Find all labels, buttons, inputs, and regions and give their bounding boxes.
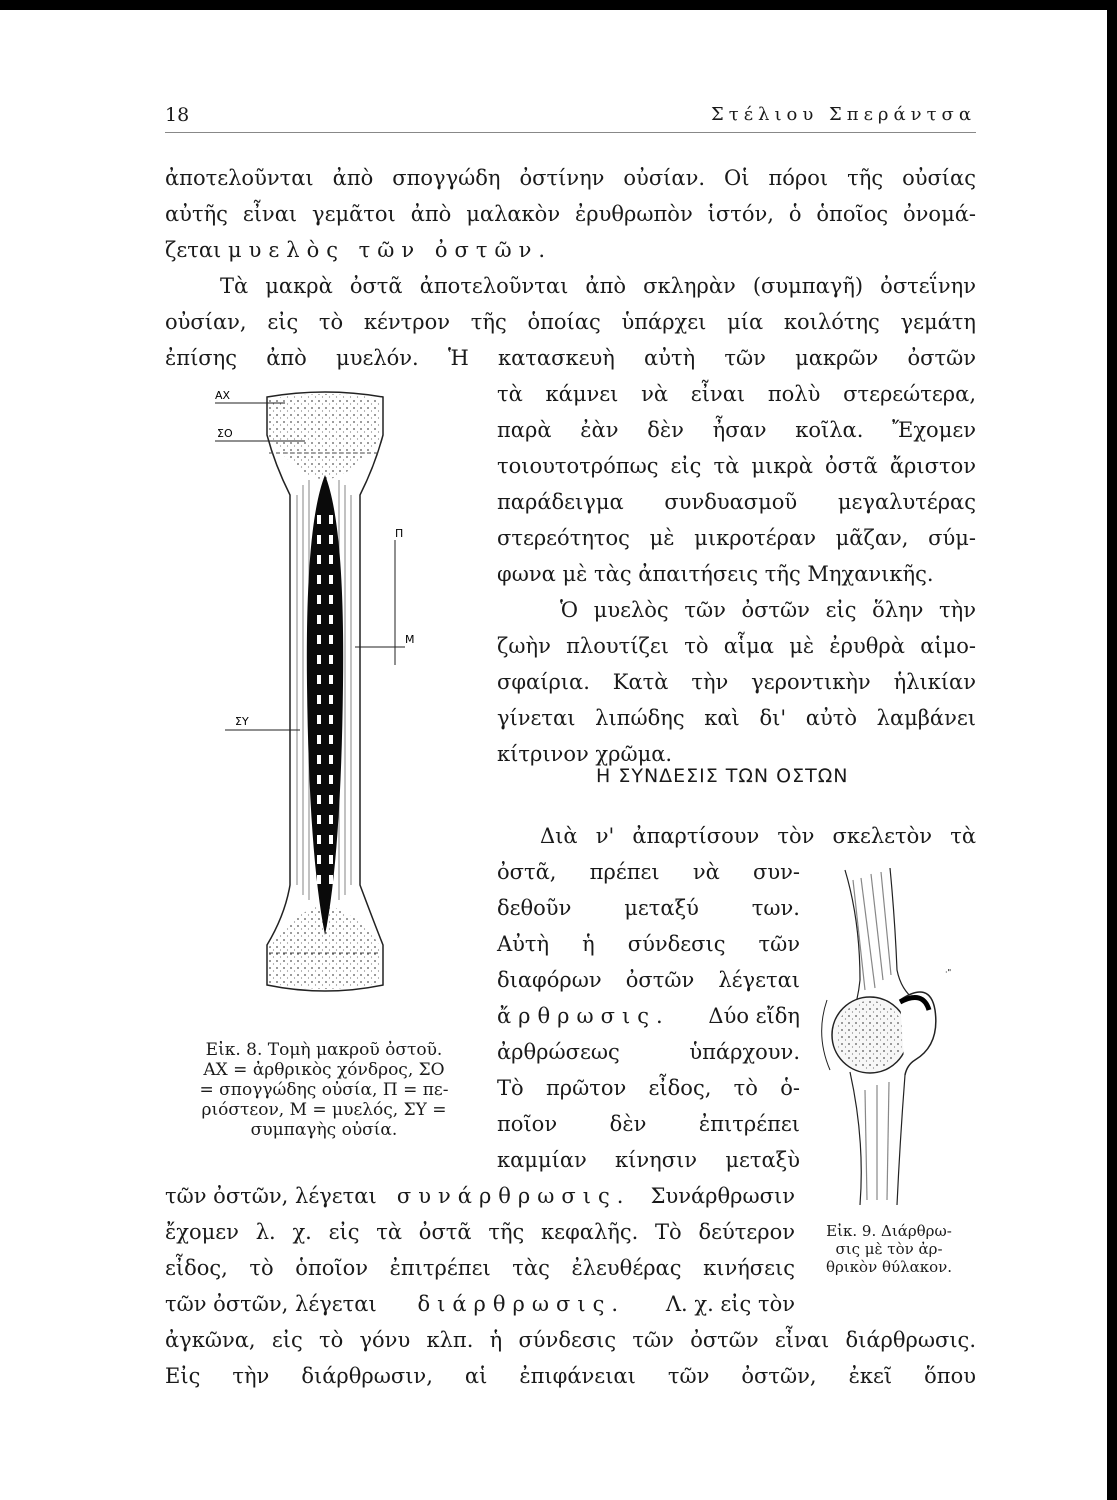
label-p: Π — [395, 527, 404, 540]
text-line: γίνεται λιπώδης καὶ δι' αὐτὸ λαμβάνει — [497, 706, 976, 730]
label-m: Μ — [405, 633, 415, 646]
header-rule — [165, 132, 976, 133]
text-line: Αὐτὴ ἡ σύνδεσις τῶν — [497, 932, 800, 956]
text-line: Διὰ ν' ἀπαρτίσουν τὸν σκελετὸν τὰ — [540, 824, 976, 848]
humerus-outline — [890, 868, 915, 1000]
text-line: ἔχομεν λ. χ. εἰς τὰ ὀστᾶ τῆς κεφαλῆς. Τὸ δεύτερον — [165, 1220, 795, 1244]
text-line: αὐτῆς εἶναι γεμᾶτοι ἀπὸ μαλακὸν ἐρυθρωπὸν ἱστόν, ὁ ὁποῖος ὀνομά- — [165, 202, 976, 226]
spaced-term: μυελὸς τῶν ὀστῶν. — [227, 238, 553, 262]
text-line: ἀγκῶνα, εἰς τὸ γόνυ κλπ. ἡ σύνδεσις τῶν ὀστῶν εἶναι διάρθρωσις. — [165, 1328, 976, 1352]
capsule-line — [822, 1000, 830, 1070]
text-line: τῶν ὀστῶν, λέγεται διάρθρωσις. Λ. χ. εἰς τὸν — [165, 1286, 795, 1322]
text-line: ἀποτελοῦνται ἀπὸ σπογγώδη ὀστίνην οὐσίαν. Οἱ πόροι τῆς οὐσίας — [165, 166, 976, 190]
label-so: ΣΟ — [217, 427, 233, 440]
text-line: Τὸ πρῶτον εἶδος, τὸ ὁ- — [497, 1076, 800, 1100]
scan-border-top — [0, 0, 1117, 10]
text-line: παρὰ ἐὰν δὲν ἦσαν κοῖλα. Ἔχομεν — [497, 418, 976, 442]
text-line: διαφόρων ὀστῶν λέγεται — [497, 968, 800, 992]
text-line: στερεότητος μὲ μικροτέραν μᾶζαν, σύμ- — [497, 526, 976, 550]
text-line: σφαίρια. Κατὰ τὴν γεροντικὴν ἡλικίαν — [497, 670, 976, 694]
text-line: παράδειγμα συνδυασμοῦ μεγαλυτέρας — [497, 490, 976, 514]
text-line: ζεται μυελὸς τῶν ὀστῶν. — [165, 238, 553, 262]
spaced-term: διάρθρωσις. — [417, 1292, 626, 1316]
text-line: ἄρθρωσις. Δύο εἴδη — [497, 998, 800, 1034]
spaced-term: συνάρθρωσις. — [396, 1184, 631, 1208]
long-bone-figure — [205, 385, 435, 1025]
ulna-head — [900, 992, 936, 1075]
text-line: δεθοῦν μεταξύ των. — [497, 896, 800, 920]
label-ax: ΑΧ — [215, 389, 231, 402]
page-number: 18 — [165, 104, 190, 126]
text-line: τῶν ὀστῶν, λέγεται συνάρθρωσις. Συνάρθρωσιν — [165, 1178, 795, 1214]
text-line: εἶδος, τὸ ὁποῖον ἐπιτρέπει τὰς ἐλευθέρας κινήσεις — [165, 1256, 795, 1280]
label-sy: ΣΥ — [235, 715, 249, 728]
scan-border-right — [1107, 0, 1117, 1500]
text-line: ποῖον δὲν ἐπιτρέπει — [497, 1112, 800, 1136]
text-line: Τὰ μακρὰ ὀστᾶ ἀποτελοῦνται ἀπὸ σκληρὰν (συμπαγῆ) ὀστεΐνην — [220, 274, 976, 298]
text-line: φωνα μὲ τὰς ἀπαιτήσεις τῆς Μηχανικῆς. — [497, 562, 934, 586]
elbow-joint-figure — [805, 860, 975, 1215]
running-head: Στέλιου Σπεράντσα — [711, 104, 976, 125]
figure9-mark: ·" — [945, 968, 952, 977]
figure8-caption: Εἰκ. 8. Τομὴ μακροῦ ὀστοῦ. ΑΧ = ἀρθρικὸς χόνδρος, ΣΟ = σπογγώδης οὐσία, Π = πε- ριόστεον, Μ = μυελός, ΣΥ = συμπαγὴς οὐσία. — [199, 1040, 449, 1140]
text-line: ζωὴν πλουτίζει τὸ αἷμα μὲ ἐρυθρὰ αἱμο- — [497, 634, 976, 658]
text-line: κίτρινον χρῶμα. — [497, 742, 673, 766]
text-line: οὐσίαν, εἰς τὸ κέντρον τῆς ὁποίας ὑπάρχει μία κοιλότης γεμάτη — [165, 310, 976, 334]
figure9-caption: Εἰκ. 9. Διάρθρω- σις μὲ τὸν ἀρ- θρικὸν θύλακον. — [825, 1222, 953, 1276]
text-line: καμμίαν κίνησιν μεταξὺ — [497, 1148, 800, 1172]
spongy-head — [836, 1001, 904, 1069]
text-line: ἀρθρώσεως ὑπάρχουν. — [497, 1040, 800, 1064]
text-line: τοιουτοτρόπως εἰς τὰ μικρὰ ὀστᾶ ἄριστον — [497, 454, 976, 478]
text-line: τὰ κάμνει νὰ εἶναι πολὺ στερεώτερα, — [497, 382, 976, 406]
text-line: Εἰς τὴν διάρθρωσιν, αἱ ἐπιφάνειαι τῶν ὀστῶν, ἐκεῖ ὅπου — [165, 1364, 976, 1388]
section-heading: Η ΣΥΝΔΕΣΙΣ ΤΩΝ ΟΣΤΩΝ — [596, 765, 849, 787]
forearm-outline — [850, 1072, 861, 1205]
text-line: ὀστᾶ, πρέπει νὰ συν- — [497, 860, 800, 884]
forearm-outline — [897, 1075, 905, 1205]
text-line: ἐπίσης ἀπὸ μυελόν. Ἡ κατασκευὴ αὐτὴ τῶν μακρῶν ὀστῶν — [165, 346, 976, 370]
text-line: Ὁ μυελὸς τῶν ὀστῶν εἰς ὅλην τὴν — [560, 598, 976, 622]
spaced-term: ἄρθρωσις. — [497, 1004, 670, 1028]
